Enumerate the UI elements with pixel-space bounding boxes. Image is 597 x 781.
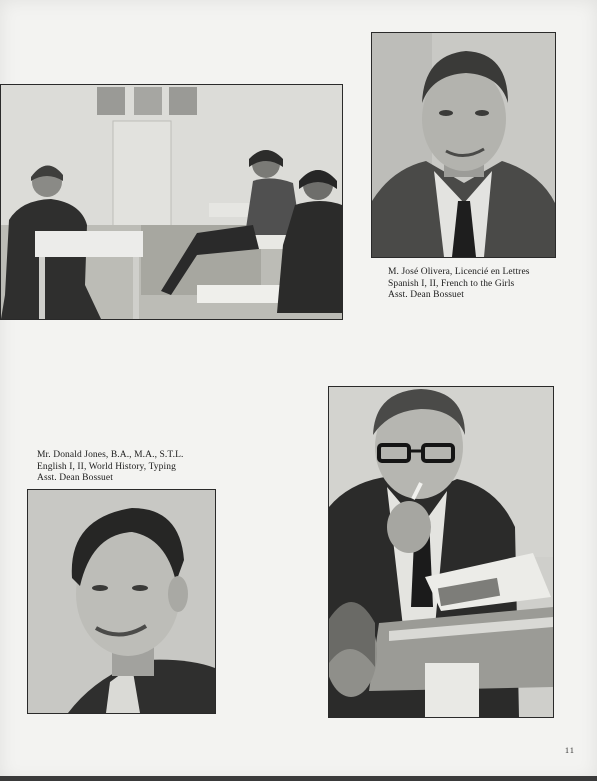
olivera-caption xyxy=(388,267,530,302)
jones-caption xyxy=(37,450,183,485)
olivera-caption-line-1: M. José Olivera, Licencié en Lettres xyxy=(388,267,530,277)
jones-caption-line-2: English I, II, World History, Typing xyxy=(37,461,176,472)
olivera-portrait xyxy=(371,32,556,258)
olivera-caption-line-3: Asst. Dean Bossuet xyxy=(388,290,464,300)
page-bottom-edge xyxy=(0,776,597,781)
jones-caption-line-3: Asst. Dean Bossuet xyxy=(37,473,113,483)
page-number: 11 xyxy=(564,745,575,755)
jones-caption-line-1: Mr. Donald Jones, B.A., M.A., S.T.L. xyxy=(37,450,184,460)
classroom-photo xyxy=(0,84,343,320)
olivera-caption-line-2: Spanish I, II, French to the Girls xyxy=(388,278,515,289)
reading-teacher-photo xyxy=(328,386,554,718)
jones-portrait xyxy=(27,489,216,714)
